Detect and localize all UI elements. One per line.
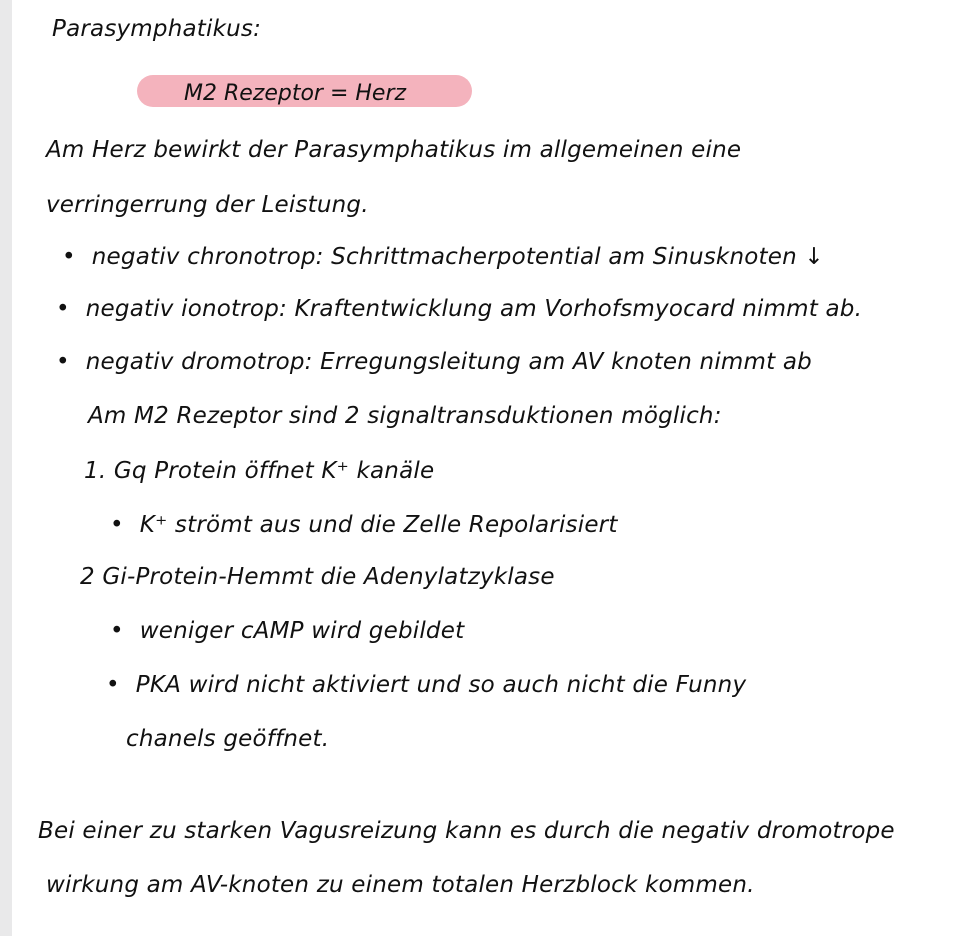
pathway-1-title: 1. Gq Protein öffnet K⁺ kanäle [84, 458, 435, 484]
intro-line-1: Am Herz bewirkt der Parasymphatikus im allgemeinen eine [46, 137, 742, 163]
pathway-2-title: 2 Gi-Protein-Hemmt die Adenylatzyklase [80, 564, 555, 590]
bullet-point: • [56, 296, 70, 322]
final-line-2: wirkung am AV-knoten zu einem totalen Herzblock kommen. [46, 872, 755, 898]
pathway-2-point-2-text-line-1: PKA wird nicht aktiviert und so auch nicht die Funny [135, 672, 747, 698]
bullet-point: • [56, 349, 70, 375]
signal-intro: Am M2 Rezeptor sind 2 signaltransduktionen möglich: [88, 403, 722, 429]
pathway-2-point-2-continuation: chanels geöffnet. [126, 726, 330, 752]
pathway-2-point-1-text: weniger cAMP wird gebildet [139, 618, 465, 644]
effect-dromotrop [56, 349, 812, 375]
bullet-point: • [106, 672, 120, 698]
bullet-point: • [110, 618, 124, 644]
pathway-2-point-1 [110, 618, 464, 644]
note-title: Parasymphatikus: [52, 16, 262, 42]
effect-chronotrop [62, 244, 824, 270]
pathway-1-point-text: K⁺ strömt aus und die Zelle Repolarisiert [139, 512, 618, 538]
effect-chronotrop-text: negativ chronotrop: Schrittmacherpotential am Sinusknoten ↓ [91, 244, 824, 270]
effect-dromotrop-text: negativ dromotrop: Erregungsleitung am AV knoten nimmt ab [85, 349, 812, 375]
final-line-1: Bei einer zu starken Vagusreizung kann es durch die negativ dromotrope [38, 818, 895, 844]
intro-line-2: verringerrung der Leistung. [46, 192, 369, 218]
bullet-point: • [62, 244, 76, 270]
handwritten-note-page [12, 0, 976, 936]
pathway-2-point-2 [106, 672, 746, 698]
effect-ionotrop-text: negativ ionotrop: Kraftentwicklung am Vorhofsmyocard nimmt ab. [85, 296, 863, 322]
receptor-highlight-text: M2 Rezeptor = Herz [184, 81, 407, 106]
pathway-1-point [110, 512, 618, 538]
bullet-point: • [110, 512, 124, 538]
effect-ionotrop [56, 296, 862, 322]
